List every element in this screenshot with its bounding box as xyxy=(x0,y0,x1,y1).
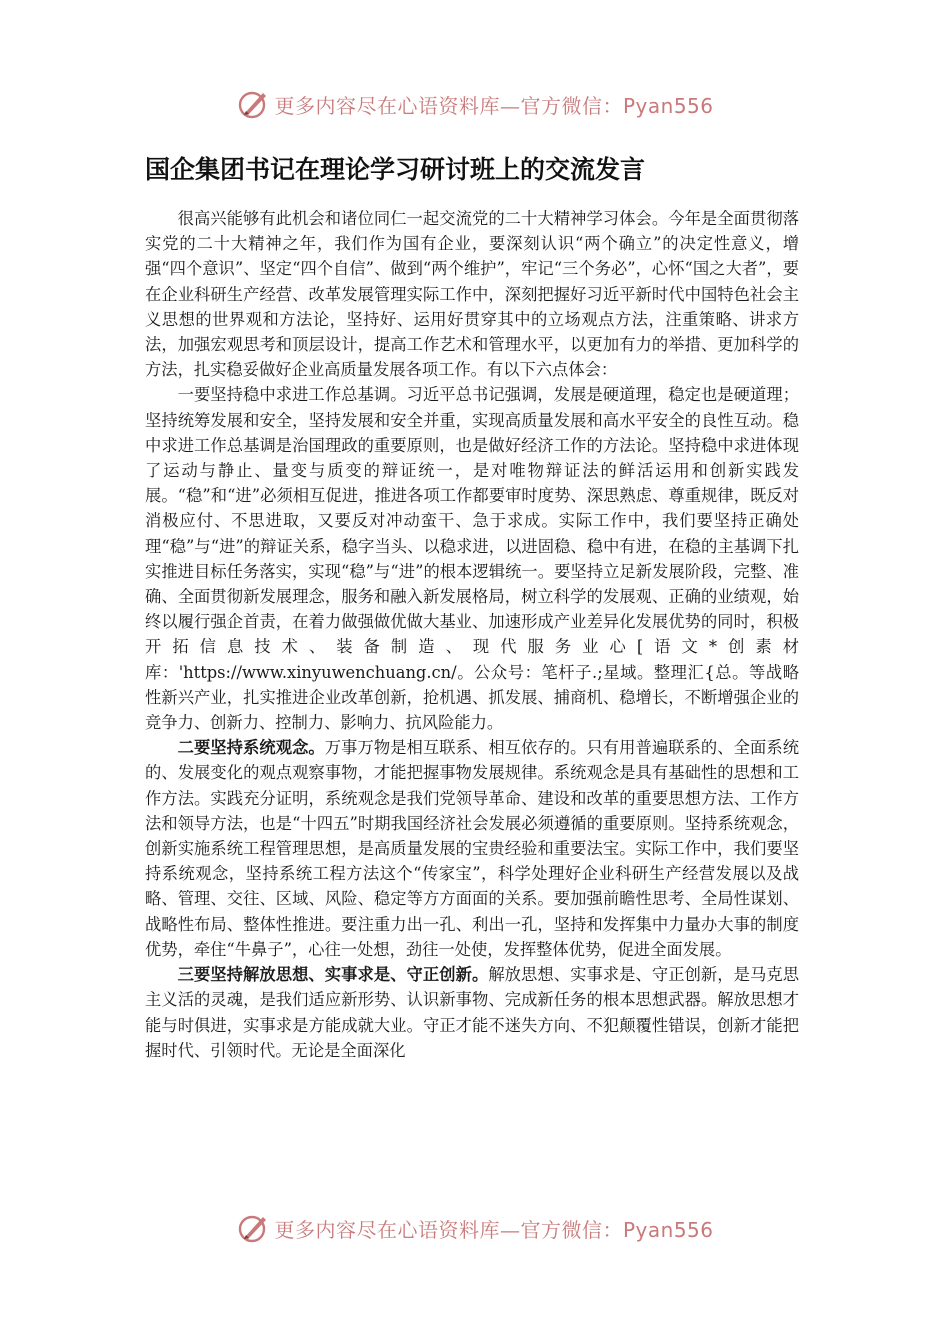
paragraph-point-2 xyxy=(145,735,799,962)
wechat-id: Pyan556 xyxy=(622,93,714,118)
header-banner xyxy=(0,84,950,124)
document-title: 国企集团书记在理论学习研讨班上的交流发言 xyxy=(145,155,646,184)
banner-text: 更多内容尽在心语资料库—官方微信：Pyan556 xyxy=(274,93,714,118)
point-3-heading: 三要坚持解放思想、实事求是、守正创新。 xyxy=(177,965,489,985)
pen-logo-icon xyxy=(236,87,270,121)
point-3-text: 解放思想、实事求是、守正创新，是马克思主义活的灵魂，是我们适应新形势、认识新事物、完成新任务的根本思想武器。解放思想才能与时俱进，实事求是方能成就大业。守正才能不迷失方向、不犯颠覆性错误，创新才能把握时代、引领时代。无论是全面深化 xyxy=(145,965,799,1060)
point-2-text: 万事万物是相互联系、相互依存的。只有用普遍联系的、全面系统的、发展变化的观点观察事物，才能把握事物发展规律。系统观念是具有基础性的思想和工作方法。实践充分证明，系统观念是我们党领导革命、建设和改革的重要思想方法、工作方法和领导方法，也是“十四五”时期我国经济社会发展必须遵循的重要原则。坚持系统观念，创新实施系统工程管理思想，是高质量发展的宝贵经验和重要法宝。实际工作中，我们要坚持系统观念，坚持系统工程方法这个“传家宝”，科学处理好企业科研生产经营发展以及战略、管理、交往、区域、风险、稳定等方方面面的关系。要加强前瞻性思考、全局性谋划、战略性布局、整体性推进。要注重力出一孔、利出一孔，坚持和发挥集中力量办大事的制度优势，牵住“牛鼻子”，心往一处想，劲往一处使，发挥整体优势，促进全面发展。 xyxy=(145,738,799,959)
paragraph-point-1: 一要坚持稳中求进工作总基调。习近平总书记强调，发展是硬道理，稳定也是硬道理；坚持统筹发展和安全，坚持发展和安全并重，实现高质量发展和高水平安全的良性互动。稳中求进工作总基调是治国理政的重要原则，也是做好经济工作的方法论。坚持稳中求进体现了运动与静止、量变与质变的辩证统一，是对唯物辩证法的鲜活运用和创新实践发展。“稳”和“进”必须相互促进，推进各项工作都要审时度势、深思熟虑、尊重规律，既反对消极应付、不思进取，又要反对冲动蛮干、急于求成。实际工作中，我们要坚持正确处理“稳”与“进”的辩证关系，稳字当头、以稳求进，以进固稳、稳中有进，在稳的主基调下扎实推进目标任务落实，实现“稳”与“进”的根本逻辑统一。要坚持立足新发展阶段，完整、准确、全面贯彻新发展理念，服务和融入新发展格局，树立科学的发展观、正确的业绩观，始终以履行强企首责，在着力做强做优做大基业、加速形成产业差异化发展优势的同时，积极开拓信息技术、装备制造、现代服务业心[语文*创素材库：'https://www.xinyuwenchuang.cn/。公众号：笔杆子.;星域。整理汇{总。等战略性新兴产业，扎实推进企业改革创新，抢机遇、抓发展、捕商机、稳增长，不断增强企业的竞争力、创新力、控制力、影响力、抗风险能力。 xyxy=(145,385,799,733)
paragraph-point-3 xyxy=(145,962,799,1063)
footer-banner xyxy=(0,1208,950,1248)
paragraph-intro: 很高兴能够有此机会和诸位同仁一起交流党的二十大精神学习体会。今年是全面贯彻落实党的二十大精神之年，我们作为国有企业，要深刻认识“两个确立”的决定性意义，增强“四个意识”、坚定“四个自信”、做到“两个维护”，牢记“三个务必”，心怀“国之大者”，要在企业科研生产经营、改革发展管理实际工作中，深刻把握好习近平新时代中国特色社会主义思想的世界观和方法论，坚持好、运用好贯穿其中的立场观点方法，注重策略、讲求方法，加强宏观思考和顶层设计，提高工作艺术和管理水平，以更加有力的举措、更加科学的方法，扎实稳妥做好企业高质量发展各项工作。有以下六点体会： xyxy=(145,209,799,380)
pen-logo-icon xyxy=(236,1211,270,1245)
point-2-heading: 二要坚持系统观念。 xyxy=(177,738,325,758)
document-body xyxy=(145,206,799,1063)
banner-text: 更多内容尽在心语资料库—官方微信：Pyan556 xyxy=(274,1217,714,1242)
wechat-id: Pyan556 xyxy=(622,1217,714,1242)
